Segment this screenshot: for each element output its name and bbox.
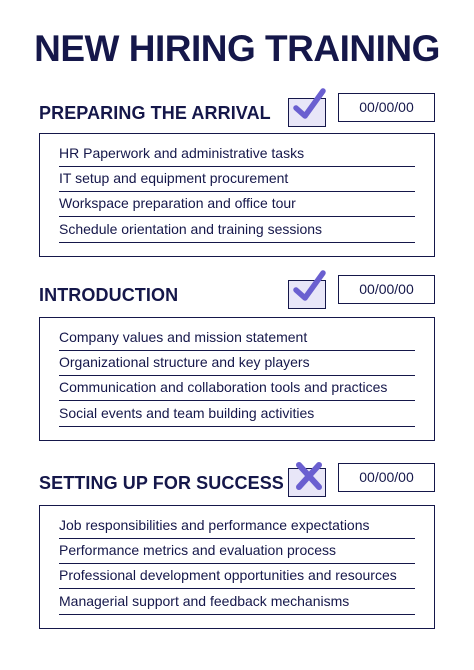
date-field[interactable]: 00/00/00 xyxy=(338,275,435,304)
section-status-checkbox[interactable] xyxy=(288,468,326,497)
task-item: Workspace preparation and office tour xyxy=(59,192,415,217)
section-heading: INTRODUCTION xyxy=(39,285,179,305)
task-item: Company values and mission statement xyxy=(59,326,415,351)
checkmark-icon xyxy=(291,89,327,121)
task-item: Professional development opportunities and resources xyxy=(59,564,415,589)
task-item: IT setup and equipment procurement xyxy=(59,167,415,192)
task-list xyxy=(39,317,435,441)
task-list xyxy=(39,505,435,629)
task-list xyxy=(39,133,435,257)
task-item: Communication and collaboration tools and practices xyxy=(59,376,415,401)
task-item: Schedule orientation and training sessions xyxy=(59,218,415,243)
section-status-checkbox[interactable] xyxy=(288,280,326,309)
task-item: Managerial support and feedback mechanisms xyxy=(59,590,415,615)
task-item: Social events and team building activities xyxy=(59,402,415,427)
page-title: NEW HIRING TRAINING xyxy=(34,28,440,69)
task-item: Job responsibilities and performance expectations xyxy=(59,514,415,539)
section-status-checkbox[interactable] xyxy=(288,98,326,127)
task-item: Performance metrics and evaluation process xyxy=(59,539,415,564)
task-item: HR Paperwork and administrative tasks xyxy=(59,142,415,167)
section-heading: SETTING UP FOR SUCCESS xyxy=(39,473,284,493)
cross-icon xyxy=(291,459,327,491)
task-item: Organizational structure and key players xyxy=(59,351,415,376)
date-field[interactable]: 00/00/00 xyxy=(338,463,435,492)
checkmark-icon xyxy=(291,271,327,303)
date-field[interactable]: 00/00/00 xyxy=(338,93,435,122)
section-heading: PREPARING THE ARRIVAL xyxy=(39,103,271,123)
